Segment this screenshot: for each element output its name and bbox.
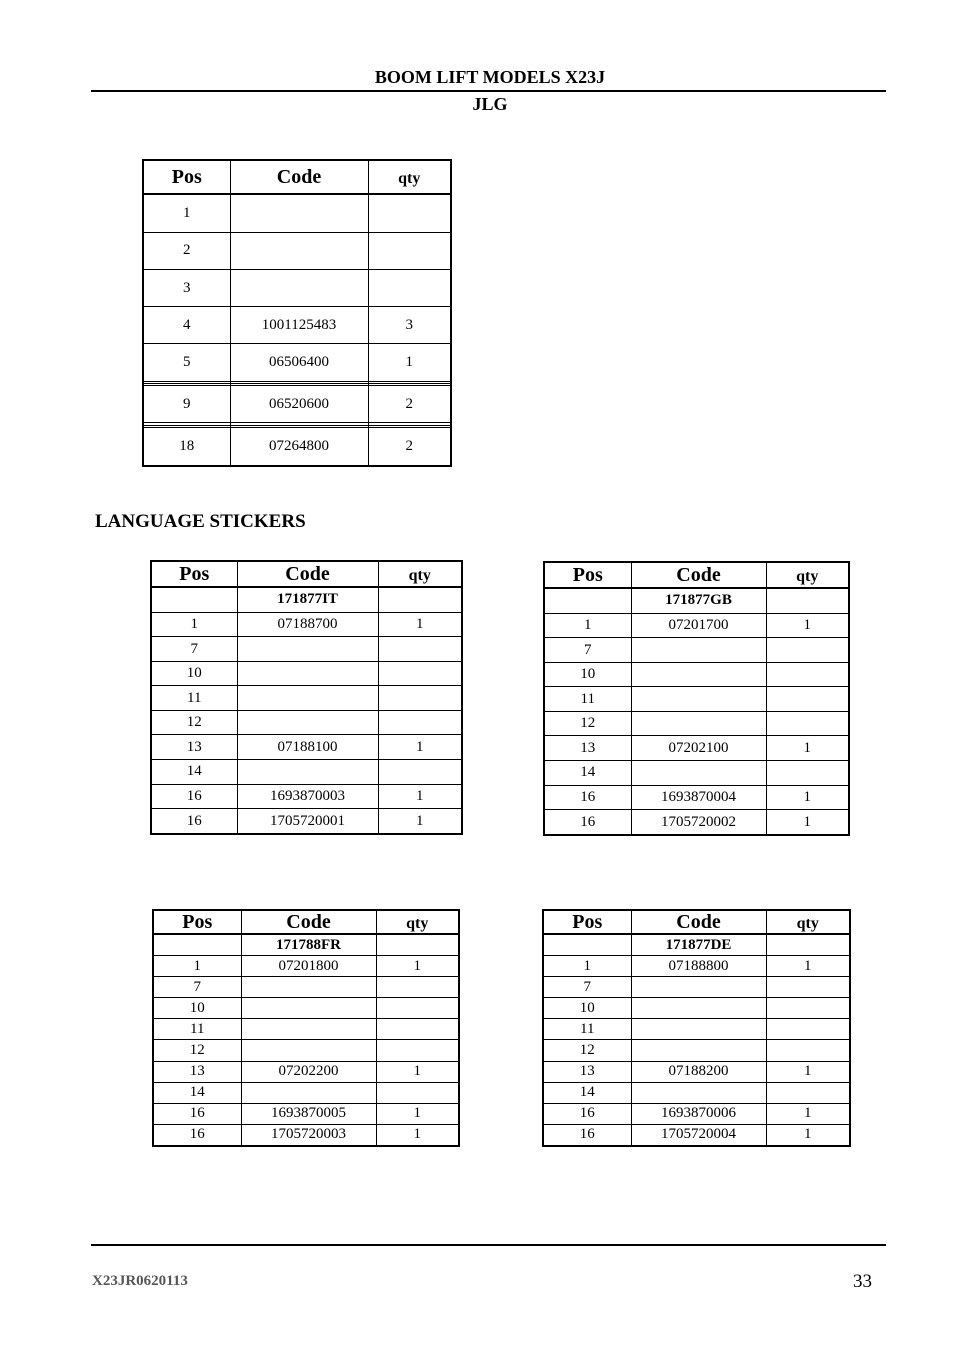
pos-cell: 13 xyxy=(153,1061,241,1082)
table-row xyxy=(143,194,451,232)
pos-cell: 16 xyxy=(151,784,237,809)
pos-cell: 10 xyxy=(544,662,631,687)
code-header: Code xyxy=(241,910,376,934)
pos-cell: 14 xyxy=(151,760,237,785)
table-row xyxy=(151,686,462,711)
table-row xyxy=(143,344,451,381)
qty-cell: 1 xyxy=(378,784,462,809)
table-row xyxy=(151,612,462,637)
qty-cell xyxy=(376,1082,459,1103)
code-cell xyxy=(237,661,378,686)
code-cell xyxy=(631,638,766,663)
code-cell: 07264800 xyxy=(230,428,368,466)
qty-header: qty xyxy=(376,910,459,934)
language-stickers-title: LANGUAGE STICKERS xyxy=(95,511,306,532)
code-cell: 1705720004 xyxy=(631,1124,766,1146)
pos-cell: 16 xyxy=(543,1124,631,1146)
table-row xyxy=(151,784,462,809)
pos-cell: 11 xyxy=(543,1019,631,1040)
pos-cell: 1 xyxy=(151,612,237,637)
table-row xyxy=(544,736,849,761)
pos-cell: 16 xyxy=(544,785,631,810)
table-row xyxy=(153,998,459,1019)
code-cell: 1693870004 xyxy=(631,785,766,810)
table-row xyxy=(151,760,462,785)
code-cell xyxy=(631,1019,766,1040)
qty-header: qty xyxy=(766,910,850,934)
qty-cell xyxy=(766,977,850,998)
code-cell: 1693870006 xyxy=(631,1103,766,1124)
table-row xyxy=(544,662,849,687)
table-row xyxy=(143,232,451,269)
code-header: Code xyxy=(631,562,766,588)
code-cell xyxy=(631,1082,766,1103)
qty-cell: 1 xyxy=(378,612,462,637)
qty-cell xyxy=(378,637,462,662)
table-row xyxy=(543,998,850,1019)
code-cell: 1705720002 xyxy=(631,810,766,835)
qty-cell xyxy=(766,998,850,1019)
pos-header: Pos xyxy=(543,910,631,934)
code-cell xyxy=(230,232,368,269)
code-cell xyxy=(237,686,378,711)
qty-cell xyxy=(766,711,849,736)
table-row xyxy=(153,1040,459,1061)
table-row xyxy=(544,711,849,736)
code-cell xyxy=(241,1040,376,1061)
qty-cell: 1 xyxy=(376,956,459,977)
table-row xyxy=(151,735,462,760)
code-cell: 07201700 xyxy=(631,613,766,638)
pos-cell: 1 xyxy=(543,956,631,977)
qty-cell: 2 xyxy=(368,428,451,466)
pos-cell: 3 xyxy=(143,270,230,307)
qty-cell xyxy=(378,686,462,711)
group-row xyxy=(153,934,459,956)
table-row xyxy=(544,761,849,786)
qty-cell: 1 xyxy=(376,1103,459,1124)
table-row xyxy=(544,613,849,638)
qty-cell xyxy=(378,760,462,785)
table-row xyxy=(544,785,849,810)
group-row xyxy=(151,587,462,612)
pos-header: Pos xyxy=(151,561,237,587)
pos-cell: 16 xyxy=(153,1124,241,1146)
pos-header: Pos xyxy=(544,562,631,588)
code-cell xyxy=(631,761,766,786)
code-cell: 07202100 xyxy=(631,736,766,761)
pos-cell: 1 xyxy=(153,956,241,977)
table-header-row xyxy=(151,561,462,587)
code-cell: 06520600 xyxy=(230,386,368,423)
pos-cell: 11 xyxy=(151,686,237,711)
code-cell xyxy=(241,998,376,1019)
pos-cell: 7 xyxy=(153,977,241,998)
code-cell xyxy=(237,760,378,785)
table-row xyxy=(153,1103,459,1124)
code-cell xyxy=(631,977,766,998)
pos-header: Pos xyxy=(153,910,241,934)
pos-cell: 12 xyxy=(153,1040,241,1061)
group-code: 171877GB xyxy=(631,588,766,613)
table-header-row xyxy=(143,160,451,194)
pos-cell: 12 xyxy=(151,710,237,735)
qty-cell: 1 xyxy=(376,1124,459,1146)
code-cell xyxy=(631,662,766,687)
pos-cell: 12 xyxy=(544,711,631,736)
table-row xyxy=(153,1061,459,1082)
table-row xyxy=(143,270,451,307)
code-cell: 1693870005 xyxy=(241,1103,376,1124)
code-cell: 1705720001 xyxy=(237,809,378,834)
code-header: Code xyxy=(230,160,368,194)
table-row xyxy=(151,809,462,834)
code-cell xyxy=(241,1019,376,1040)
code-cell: 07188200 xyxy=(631,1061,766,1082)
pos-cell: 16 xyxy=(543,1103,631,1124)
table-header-row xyxy=(544,562,849,588)
code-cell: 07188100 xyxy=(237,735,378,760)
table-row xyxy=(153,977,459,998)
code-cell: 07188800 xyxy=(631,956,766,977)
code-cell xyxy=(241,977,376,998)
qty-cell xyxy=(376,998,459,1019)
table-row xyxy=(543,1082,850,1103)
group-code: 171877IT xyxy=(237,587,378,612)
pos-cell: 16 xyxy=(151,809,237,834)
table-row xyxy=(543,977,850,998)
qty-cell xyxy=(378,710,462,735)
table-row xyxy=(153,956,459,977)
table-header-row xyxy=(543,910,850,934)
sticker-table-de xyxy=(542,909,851,1147)
group-row xyxy=(543,934,850,956)
document-title: BOOM LIFT MODELS X23J xyxy=(374,67,606,87)
qty-cell xyxy=(378,661,462,686)
table-row xyxy=(153,1124,459,1146)
qty-cell: 1 xyxy=(378,735,462,760)
footer-rule xyxy=(91,1244,886,1246)
code-cell: 06506400 xyxy=(230,344,368,381)
qty-header: qty xyxy=(766,562,849,588)
sticker-table-fr xyxy=(152,909,460,1147)
qty-cell: 1 xyxy=(766,785,849,810)
pos-cell: 14 xyxy=(543,1082,631,1103)
pos-cell: 10 xyxy=(543,998,631,1019)
code-cell xyxy=(241,1082,376,1103)
table-row xyxy=(543,1040,850,1061)
code-cell xyxy=(631,711,766,736)
qty-cell xyxy=(766,761,849,786)
table-row xyxy=(544,687,849,712)
pos-cell: 16 xyxy=(544,810,631,835)
pos-cell: 1 xyxy=(143,194,230,232)
qty-cell xyxy=(368,194,451,232)
group-code: 171788FR xyxy=(241,934,376,956)
pos-cell: 2 xyxy=(143,232,230,269)
qty-cell xyxy=(368,232,451,269)
table-row xyxy=(544,638,849,663)
qty-cell: 1 xyxy=(766,1124,850,1146)
qty-cell xyxy=(376,1019,459,1040)
code-cell xyxy=(237,637,378,662)
qty-cell: 2 xyxy=(368,386,451,423)
pos-cell: 7 xyxy=(543,977,631,998)
table-row xyxy=(143,386,451,423)
code-cell xyxy=(237,710,378,735)
pos-cell: 14 xyxy=(153,1082,241,1103)
code-cell xyxy=(631,687,766,712)
code-cell xyxy=(631,998,766,1019)
qty-header: qty xyxy=(378,561,462,587)
document-code: X23JR0620113 xyxy=(92,1273,188,1289)
qty-cell: 1 xyxy=(766,1061,850,1082)
table-row xyxy=(143,307,451,344)
code-cell xyxy=(230,270,368,307)
sticker-table-it xyxy=(150,560,463,835)
qty-cell: 1 xyxy=(378,809,462,834)
pos-cell: 12 xyxy=(543,1040,631,1061)
qty-cell xyxy=(376,1040,459,1061)
pos-cell: 4 xyxy=(143,307,230,344)
qty-cell: 1 xyxy=(766,613,849,638)
sticker-table-gb xyxy=(543,561,850,836)
table-row xyxy=(543,956,850,977)
table-row xyxy=(543,1124,850,1146)
qty-cell xyxy=(766,1082,850,1103)
qty-cell: 1 xyxy=(766,956,850,977)
code-cell: 07188700 xyxy=(237,612,378,637)
pos-cell: 13 xyxy=(151,735,237,760)
pos-cell: 5 xyxy=(143,344,230,381)
table-row xyxy=(143,428,451,466)
qty-cell xyxy=(368,270,451,307)
table-row xyxy=(543,1103,850,1124)
code-cell: 07202200 xyxy=(241,1061,376,1082)
page-number: 33 xyxy=(853,1271,872,1292)
qty-cell: 1 xyxy=(766,1103,850,1124)
qty-cell xyxy=(766,1019,850,1040)
qty-cell: 1 xyxy=(766,736,849,761)
table-row xyxy=(151,710,462,735)
code-cell: 1705720003 xyxy=(241,1124,376,1146)
pos-header: Pos xyxy=(143,160,230,194)
pos-cell: 11 xyxy=(153,1019,241,1040)
group-code: 171877DE xyxy=(631,934,766,956)
document-subtitle: JLG xyxy=(472,94,508,114)
code-cell xyxy=(230,194,368,232)
code-cell xyxy=(631,1040,766,1061)
code-cell: 1693870003 xyxy=(237,784,378,809)
table-row xyxy=(544,810,849,835)
pos-cell: 11 xyxy=(544,687,631,712)
table-row xyxy=(153,1082,459,1103)
table-row xyxy=(543,1019,850,1040)
pos-cell: 9 xyxy=(143,386,230,423)
pos-cell: 18 xyxy=(143,428,230,466)
pos-cell: 10 xyxy=(151,661,237,686)
qty-cell xyxy=(376,977,459,998)
pos-cell: 1 xyxy=(544,613,631,638)
qty-cell xyxy=(766,638,849,663)
qty-cell: 1 xyxy=(766,810,849,835)
table-row xyxy=(543,1061,850,1082)
group-row xyxy=(544,588,849,613)
pos-cell: 16 xyxy=(153,1103,241,1124)
table-row xyxy=(151,661,462,686)
qty-cell xyxy=(766,662,849,687)
pos-cell: 14 xyxy=(544,761,631,786)
code-cell: 07201800 xyxy=(241,956,376,977)
header-rule xyxy=(91,90,886,92)
table-row xyxy=(151,637,462,662)
code-header: Code xyxy=(631,910,766,934)
code-header: Code xyxy=(237,561,378,587)
qty-cell xyxy=(766,1040,850,1061)
pos-cell: 13 xyxy=(543,1061,631,1082)
pos-cell: 13 xyxy=(544,736,631,761)
parts-table xyxy=(142,159,452,467)
table-row xyxy=(153,1019,459,1040)
table-header-row xyxy=(153,910,459,934)
qty-cell: 1 xyxy=(376,1061,459,1082)
qty-cell xyxy=(766,687,849,712)
pos-cell: 7 xyxy=(544,638,631,663)
pos-cell: 7 xyxy=(151,637,237,662)
pos-cell: 10 xyxy=(153,998,241,1019)
code-cell: 1001125483 xyxy=(230,307,368,344)
qty-cell: 1 xyxy=(368,344,451,381)
qty-header: qty xyxy=(368,160,451,194)
qty-cell: 3 xyxy=(368,307,451,344)
